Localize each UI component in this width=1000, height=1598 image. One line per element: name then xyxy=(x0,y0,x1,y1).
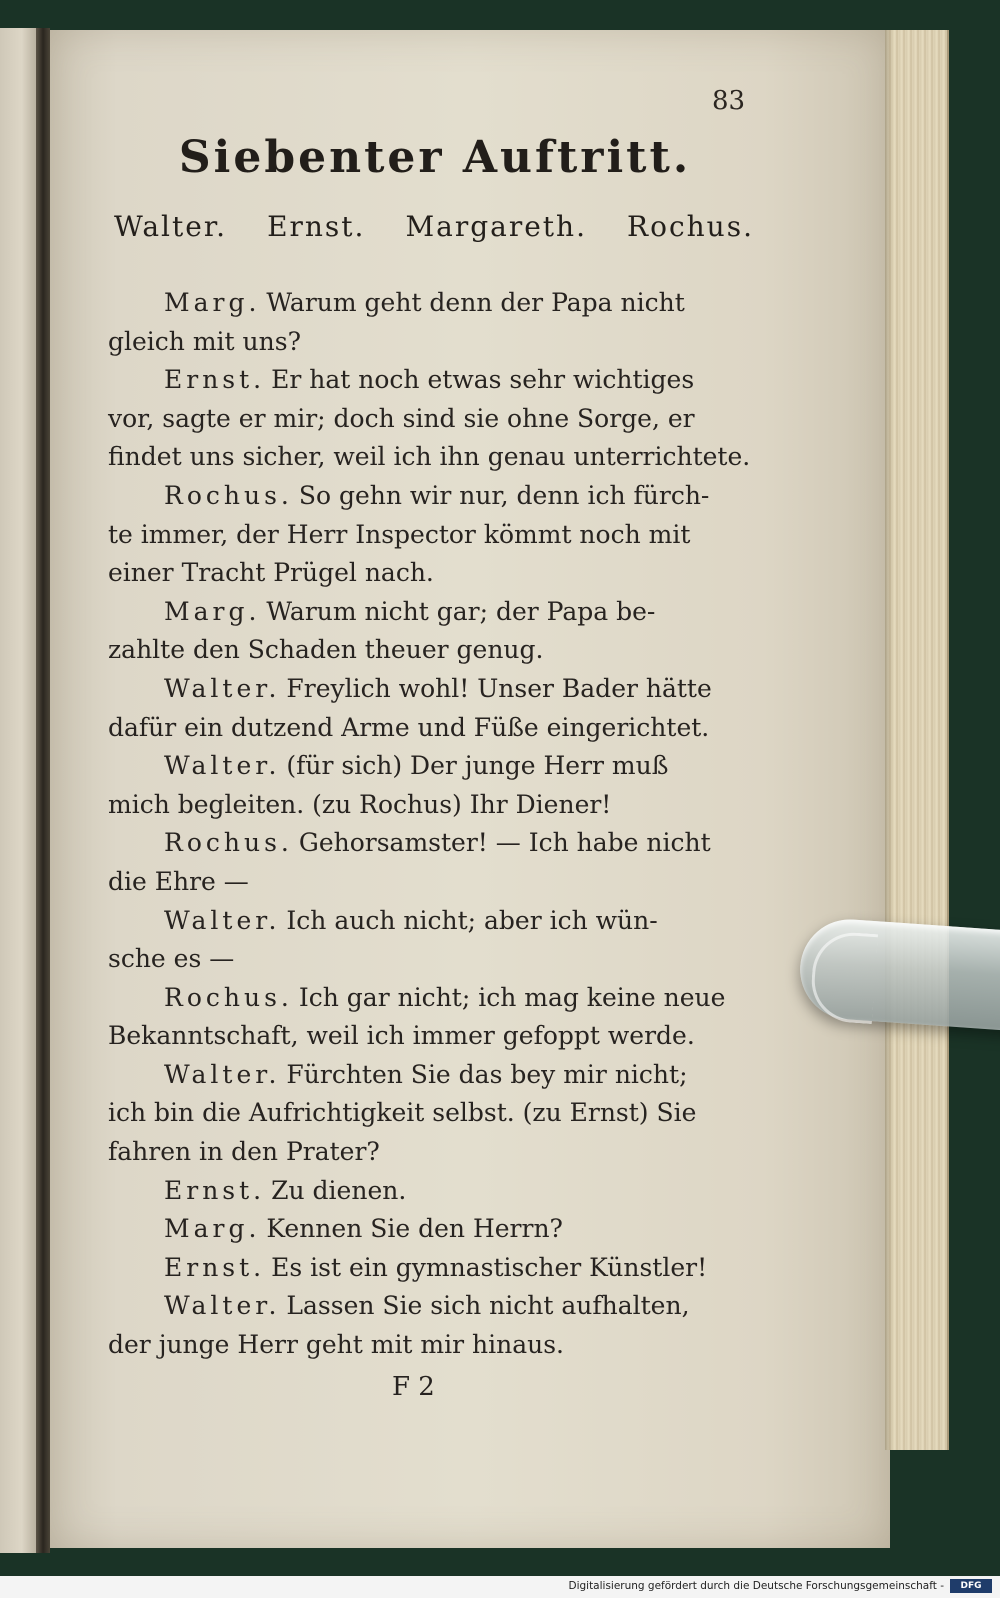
speaker-name: Walter. xyxy=(164,751,281,781)
dialogue-line xyxy=(108,400,748,439)
line-text: die Ehre — xyxy=(108,866,249,896)
speaker-name: Marg. xyxy=(164,288,261,317)
line-text: zahlte den Schaden theuer genug. xyxy=(108,635,544,665)
speaker-name: Walter. xyxy=(164,1059,281,1089)
dialogue-line xyxy=(108,477,748,516)
speaker-name: Walter. xyxy=(164,905,281,935)
dialogue-line xyxy=(108,902,748,941)
dialogue-line xyxy=(108,1287,748,1326)
dialogue-line xyxy=(108,1017,748,1056)
line-text: Fürchten Sie das bey mir nicht; xyxy=(286,1059,688,1089)
speaker-name: Walter. xyxy=(164,1291,281,1321)
line-text: fahren in den Prater? xyxy=(108,1137,380,1167)
dialogue-line xyxy=(108,824,748,863)
speaker-name: Rochus. xyxy=(164,480,293,510)
page-number: 83 xyxy=(712,86,746,116)
dialogue-line xyxy=(108,631,748,670)
line-text: Warum nicht gar; der Papa be- xyxy=(266,596,656,626)
line-text: mich begleiten. (zu Rochus) Ihr Diener! xyxy=(108,789,612,819)
line-text: Warum geht denn der Papa nicht xyxy=(266,288,685,317)
speaker-name: Ernst. xyxy=(164,1175,266,1205)
dialogue-line xyxy=(108,940,748,979)
dialogue-line xyxy=(108,284,748,323)
page-stack-edges xyxy=(885,30,949,1450)
left-facing-page-edge xyxy=(0,28,37,1553)
line-text: Er hat noch etwas sehr wichtiges xyxy=(271,365,695,395)
line-text: Ich auch nicht; aber ich wün- xyxy=(286,905,658,935)
dialogue-text xyxy=(108,284,751,1365)
line-text: (für sich) Der junge Herr muß xyxy=(286,751,669,781)
line-text: Zu dienen. xyxy=(271,1175,407,1205)
dialogue-line xyxy=(108,1249,748,1288)
dialogue-line xyxy=(108,1172,748,1211)
book-gutter xyxy=(36,28,50,1553)
funding-credit: Digitalisierung gefördert durch die Deutsche Forschungsgemeinschaft - xyxy=(568,1580,944,1592)
cast-member: Margareth. xyxy=(405,210,587,243)
speaker-name: Rochus. xyxy=(164,828,293,858)
dialogue-line xyxy=(108,1094,748,1133)
speaker-name: Ernst. xyxy=(164,1252,266,1282)
line-text: Es ist ein gymnastischer Künstler! xyxy=(271,1252,708,1282)
line-text: vor, sagte er mir; doch sind sie ohne Sorge, er xyxy=(108,403,695,433)
speaker-name: Marg. xyxy=(164,1214,261,1244)
line-text: Gehorsamster! — Ich habe nicht xyxy=(298,828,711,858)
dialogue-line xyxy=(108,1056,748,1095)
line-text: einer Tracht Prügel nach. xyxy=(108,558,434,588)
dialogue-line xyxy=(108,863,748,902)
line-text: Freylich wohl! Unser Bader hätte xyxy=(286,673,712,703)
dialogue-line xyxy=(108,323,748,362)
dialogue-line xyxy=(108,1133,748,1172)
line-text: Ich gar nicht; ich mag keine neue xyxy=(298,982,726,1012)
speaker-name: Rochus. xyxy=(164,982,293,1012)
line-text: dafür ein dutzend Arme und Füße eingerichtet. xyxy=(108,712,710,742)
dialogue-line xyxy=(108,593,748,632)
dialogue-line xyxy=(108,979,748,1018)
dfg-logo: DFG xyxy=(950,1579,992,1593)
page-edge-shadow xyxy=(885,30,893,1450)
dialogue-line xyxy=(108,709,748,748)
line-text: Bekanntschaft, weil ich immer gefoppt werde. xyxy=(108,1021,695,1051)
line-text: sche es — xyxy=(108,944,235,974)
speaker-name: Walter. xyxy=(164,673,281,703)
dialogue-line xyxy=(108,1210,748,1249)
line-text: der junge Herr geht mit mir hinaus. xyxy=(108,1330,565,1360)
printer-signature: F 2 xyxy=(392,1372,435,1402)
cast-member: Rochus. xyxy=(627,210,754,243)
dialogue-line xyxy=(108,438,751,477)
dialogue-line xyxy=(108,554,748,593)
line-text: gleich mit uns? xyxy=(108,326,301,356)
cast-member: Ernst. xyxy=(267,210,366,243)
cast-list xyxy=(114,210,754,243)
dialogue-line xyxy=(108,747,748,786)
dialogue-line xyxy=(108,786,748,825)
scene-title: Siebenter Auftritt. xyxy=(178,132,692,183)
line-text: findet uns sicher, weil ich ihn genau unterrichtete. xyxy=(108,442,751,472)
dialogue-line xyxy=(108,1326,748,1365)
line-text: Kennen Sie den Herrn? xyxy=(266,1214,563,1244)
speaker-name: Ernst. xyxy=(164,365,266,395)
dialogue-line xyxy=(108,516,748,555)
line-text: So gehn wir nur, denn ich fürch- xyxy=(298,480,710,510)
dialogue-line xyxy=(108,670,748,709)
line-text: Lassen Sie sich nicht aufhalten, xyxy=(286,1291,690,1321)
line-text: te immer, der Herr Inspector kömmt noch mit xyxy=(108,519,691,549)
cast-member: Walter. xyxy=(114,210,228,243)
dialogue-line xyxy=(108,361,748,400)
line-text: ich bin die Aufrichtigkeit selbst. (zu Ernst) Sie xyxy=(108,1098,697,1128)
speaker-name: Marg. xyxy=(164,596,261,626)
